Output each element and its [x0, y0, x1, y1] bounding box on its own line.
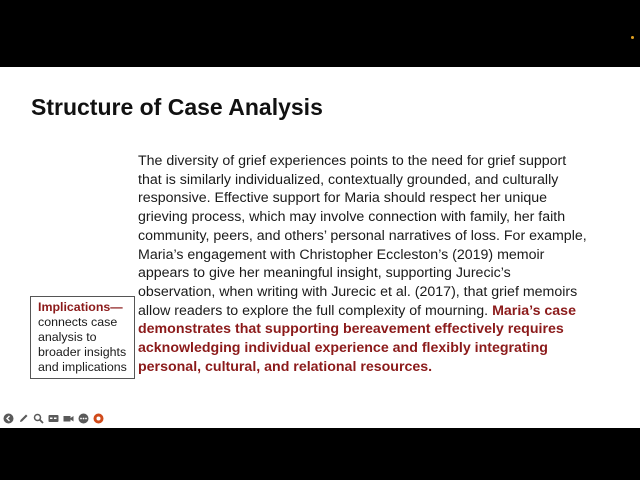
bottom-letterbox	[0, 428, 640, 480]
slideshow-toolbar	[2, 412, 105, 425]
magnifier-icon	[33, 413, 44, 424]
zoom-button[interactable]	[32, 412, 45, 425]
camera-button[interactable]	[62, 412, 75, 425]
captions-button[interactable]	[47, 412, 60, 425]
body-conclusion: Maria’s case demonstrates that supporting bereavement effectively requires acknowledging individual experience and flexibly integrating personal, cultural, and relational resources.	[138, 302, 576, 375]
slide	[0, 67, 640, 428]
closed-captions-icon	[48, 413, 59, 424]
slide-title: Structure of Case Analysis	[31, 94, 323, 120]
implications-callout	[30, 296, 135, 379]
pen-button[interactable]	[17, 412, 30, 425]
back-button[interactable]	[2, 412, 15, 425]
pen-icon	[18, 413, 29, 424]
pointer-button[interactable]	[92, 412, 105, 425]
callout-text: connects case analysis to broader insights and implications	[38, 315, 127, 374]
body-paragraph: The diversity of grief experiences points to the need for grief support that is similarly individualized, contextually grounded, and culturally responsive. Effective support for Maria should respect her unique grieving process, which may involve connection with family, her faith community, peers, and others’ personal narratives of loss. For example, Maria’s engagement with Christopher Eccleston’s (2019) memoir appears to give her meaningful insight, supporting Jurecic’s observation, when writing with Jurecic et al. (2017), that grief memoirs allow readers to explore the full complexity of mourning.	[138, 153, 587, 319]
slide-body	[138, 152, 590, 376]
recording-indicator	[631, 36, 634, 39]
video-camera-icon	[63, 413, 74, 424]
top-letterbox	[0, 0, 640, 67]
back-arrow-icon	[3, 413, 14, 424]
callout-heading: Implications—	[38, 300, 123, 314]
pointer-icon	[93, 413, 104, 424]
more-button[interactable]	[77, 412, 90, 425]
more-options-icon	[78, 413, 89, 424]
